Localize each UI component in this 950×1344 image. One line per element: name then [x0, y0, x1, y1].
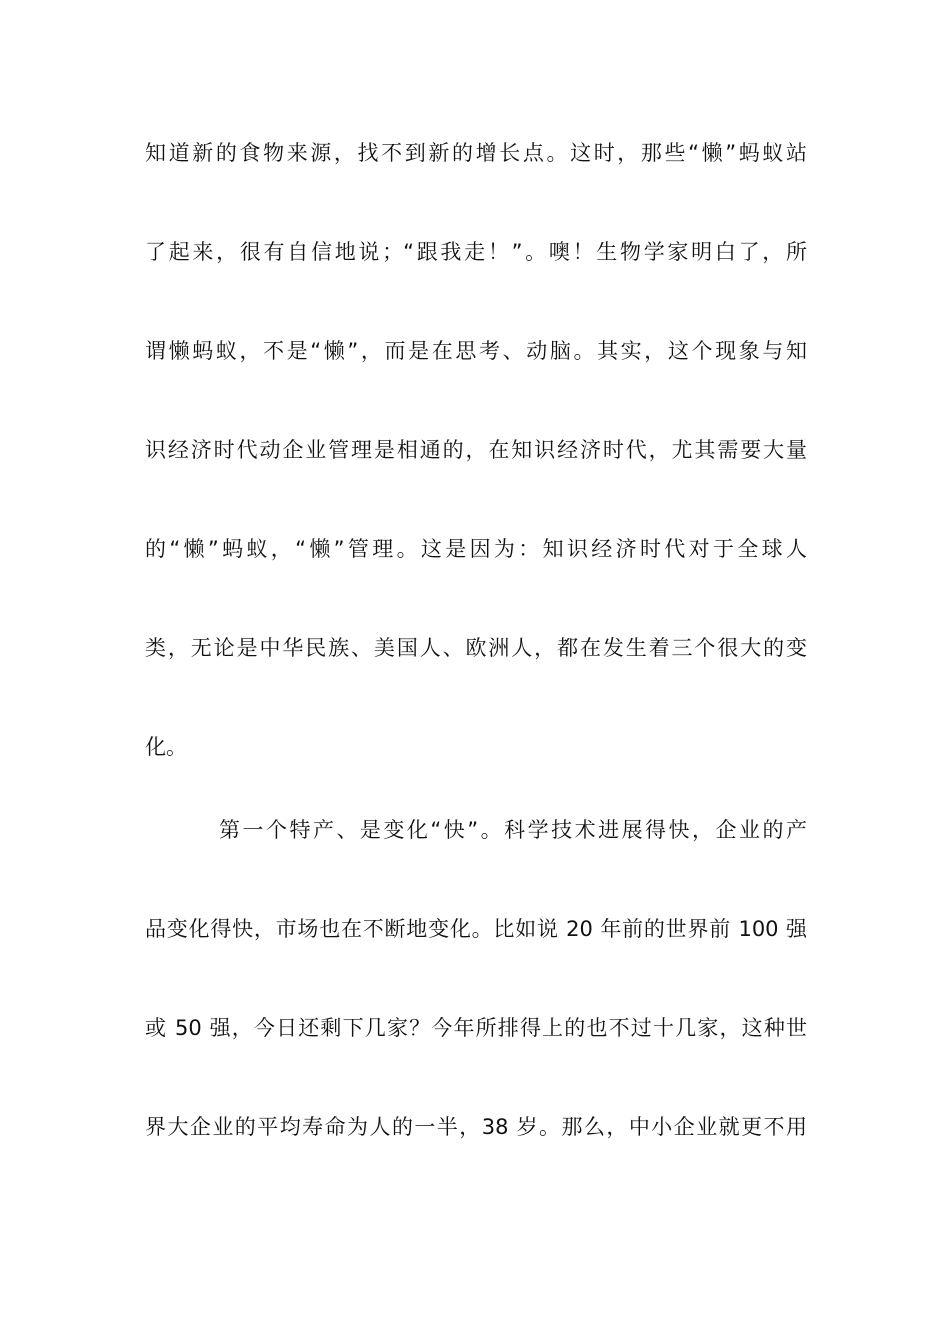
- text-line: 品变化得快，市场也在不断地变化。比如说 20 年前的世界前 100 强: [145, 917, 807, 941]
- text-line: 或 50 强，今日还剩下几家？今年所排得上的也不过十几家，这种世: [145, 1016, 807, 1040]
- text-line: 识经济时代动企业管理是相通的，在知识经济时代，尤其需要大量: [145, 438, 807, 462]
- text-line: 界大企业的平均寿命为人的一半，38 岁。那么，中小企业就更不用: [145, 1115, 807, 1139]
- text-line: 化。: [145, 735, 187, 759]
- text-line: 知道新的食物来源，找不到新的增长点。这时，那些“懒”蚂蚁站: [145, 141, 807, 165]
- text-line: 第一个特产、是变化“快”。科学技术进展得快，企业的产: [219, 818, 807, 842]
- text-line: 类，无论是中华民族、美国人、欧洲人，都在发生着三个很大的变: [145, 636, 807, 660]
- text-line: 了起来，很有自信地说；“跟我走！”。噢！生物学家明白了，所: [145, 240, 807, 264]
- text-line: 谓懒蚂蚁，不是“懒”，而是在思考、动脑。其实，这个现象与知: [145, 339, 807, 363]
- text-line: 的“懒”蚂蚁，“懒”管理。这是因为：知识经济时代对于全球人: [145, 537, 807, 561]
